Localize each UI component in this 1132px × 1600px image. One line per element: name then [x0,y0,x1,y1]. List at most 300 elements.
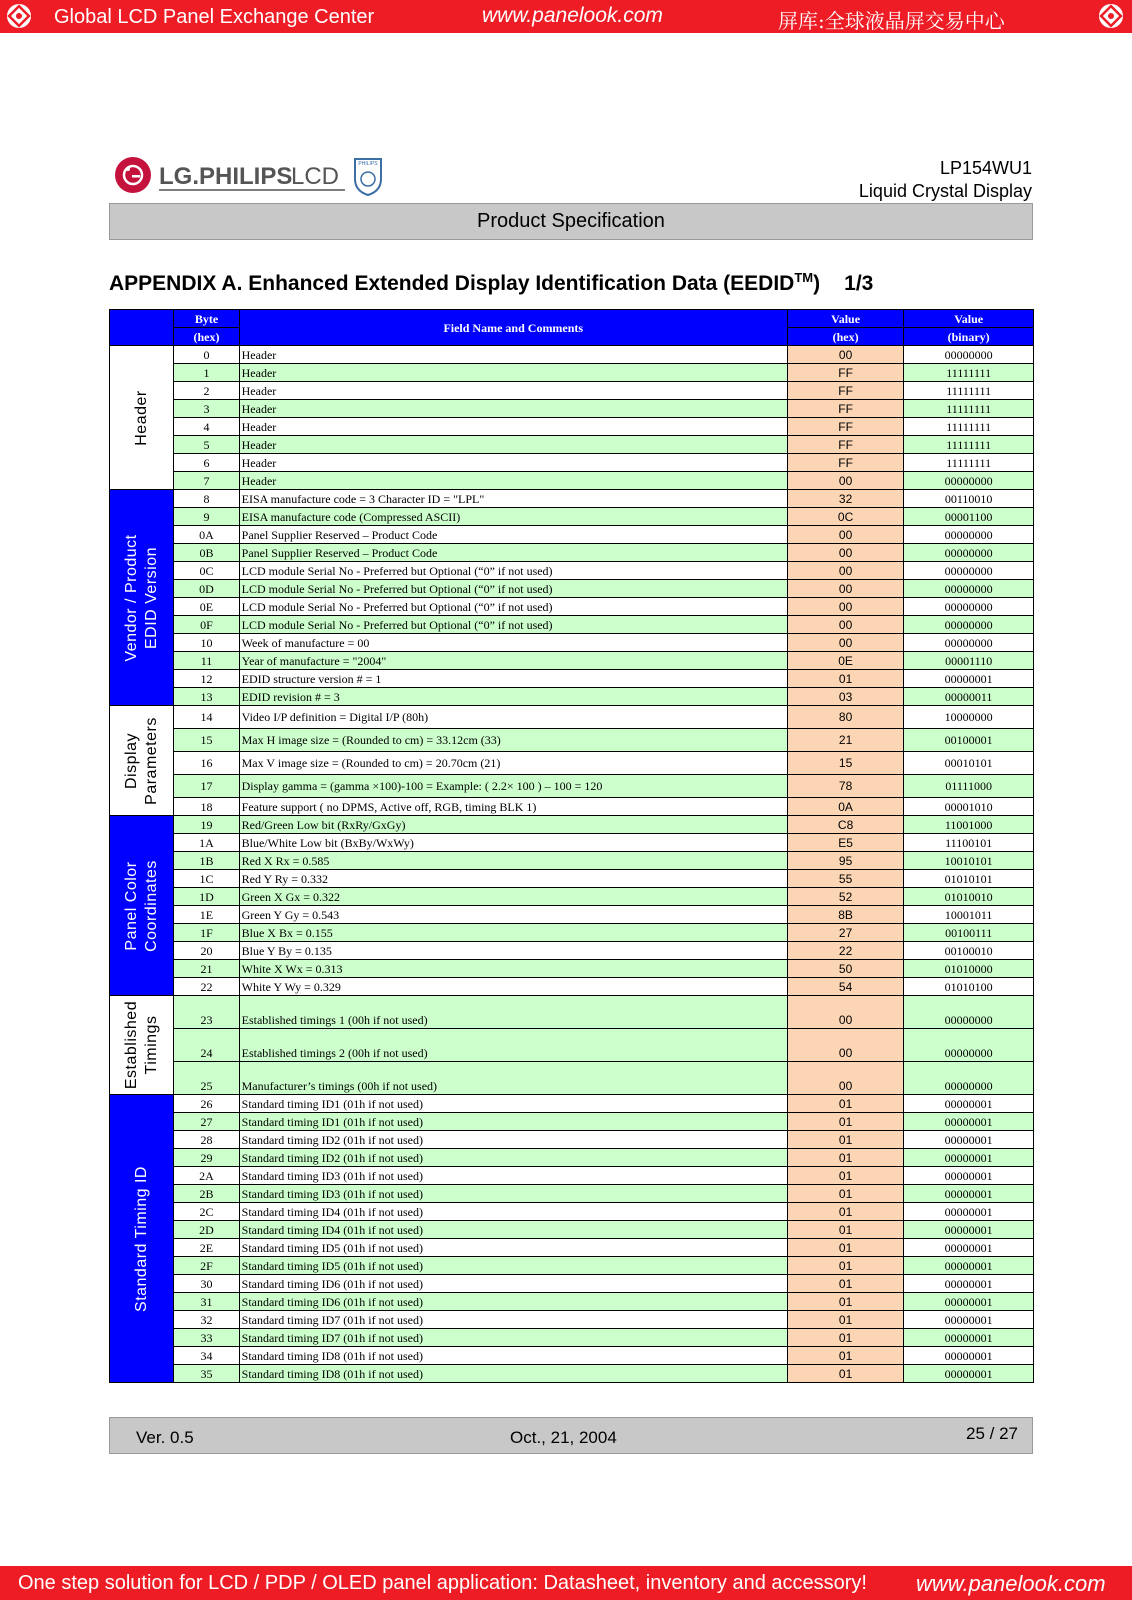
table-row [110,1275,1034,1293]
field-cell: Year of manufacture = "2004" [239,652,787,670]
table-row [110,1095,1034,1113]
group-label: Established Timings [122,1000,160,1090]
value-bin-cell: 00010101 [904,752,1034,775]
byte-cell: 6 [174,454,239,472]
value-bin-cell: 00000001 [904,1131,1034,1149]
table-row [110,706,1034,729]
value-bin-cell: 00000000 [904,526,1034,544]
value-bin-cell: 00000000 [904,544,1034,562]
field-cell: Standard timing ID7 (01h if not used) [239,1329,787,1347]
appendix-heading-close: ) [813,272,821,295]
byte-cell: 2A [174,1167,239,1185]
value-hex-cell: 00 [787,996,903,1029]
value-bin-cell: 00000001 [904,1167,1034,1185]
byte-cell: 26 [174,1095,239,1113]
table-row [110,729,1034,752]
banner-site-link[interactable]: www.panelook.com [482,4,663,27]
value-hex-cell: 01 [787,1257,903,1275]
value-hex-cell: 01 [787,1149,903,1167]
banner-left-text: Global LCD Panel Exchange Center [54,6,375,28]
field-cell: Header [239,346,787,364]
field-cell: White X Wx = 0.313 [239,960,787,978]
value-hex-cell: 01 [787,1185,903,1203]
value-bin-cell: 01111000 [904,775,1034,798]
value-bin-cell: 00000001 [904,1149,1034,1167]
value-hex-cell: FF [787,418,903,436]
value-hex-cell: C8 [787,816,903,834]
value-bin-cell: 00000001 [904,1275,1034,1293]
table-row [110,1131,1034,1149]
banner-right-text: 屏库:全球液晶屏交易中心 [778,9,1005,33]
value-bin-cell: 10000000 [904,706,1034,729]
group-header-blank [110,310,174,346]
field-cell: LCD module Serial No - Preferred but Optional (“0” if not used) [239,562,787,580]
field-cell: Header [239,436,787,454]
byte-header-unit: (hex) [174,328,239,346]
byte-cell: 0B [174,544,239,562]
value-hex-header-unit: (hex) [787,328,903,346]
value-bin-cell: 00001110 [904,652,1034,670]
field-cell: Standard timing ID5 (01h if not used) [239,1257,787,1275]
table-row [110,418,1034,436]
table-row [110,490,1034,508]
value-hex-cell: 00 [787,616,903,634]
value-bin-cell: 01010010 [904,888,1034,906]
field-cell: Standard timing ID8 (01h if not used) [239,1347,787,1365]
group-label-cell [110,996,174,1095]
value-hex-cell: 01 [787,1239,903,1257]
value-bin-cell: 00000000 [904,1029,1034,1062]
value-bin-cell: 11111111 [904,400,1034,418]
table-row [110,580,1034,598]
value-bin-cell: 00000001 [904,670,1034,688]
value-hex-cell: FF [787,436,903,454]
value-hex-cell: 00 [787,1062,903,1095]
footer-version: Ver. 0.5 [136,1428,194,1447]
value-bin-cell: 11111111 [904,454,1034,472]
field-cell: Max H image size = (Rounded to cm) = 33.12cm (33) [239,729,787,752]
appendix-heading [109,270,873,296]
svg-text:PHILIPS: PHILIPS [358,161,378,167]
field-cell: Header [239,400,787,418]
value-bin-cell: 10001011 [904,906,1034,924]
byte-cell: 4 [174,418,239,436]
field-cell: Standard timing ID2 (01h if not used) [239,1131,787,1149]
table-row [110,1185,1034,1203]
byte-cell: 2B [174,1185,239,1203]
table-row [110,652,1034,670]
value-hex-cell: 50 [787,960,903,978]
field-cell: Standard timing ID7 (01h if not used) [239,1311,787,1329]
table-row [110,1257,1034,1275]
table-row [110,1293,1034,1311]
field-cell: LCD module Serial No - Preferred but Optional (“0” if not used) [239,598,787,616]
byte-cell: 30 [174,1275,239,1293]
byte-cell: 1A [174,834,239,852]
table-row [110,1365,1034,1383]
byte-cell: 15 [174,729,239,752]
value-bin-cell: 00100010 [904,942,1034,960]
table-row [110,544,1034,562]
field-cell: Blue X Bx = 0.155 [239,924,787,942]
field-cell: EDID revision # = 3 [239,688,787,706]
group-label: Vendor / Product EDID Version [122,533,160,662]
group-label-cell [110,346,174,490]
table-row [110,978,1034,996]
value-hex-cell: 01 [787,1203,903,1221]
value-bin-cell: 11001000 [904,816,1034,834]
field-cell: Max V image size = (Rounded to cm) = 20.70cm (21) [239,752,787,775]
field-cell: LCD module Serial No - Preferred but Optional (“0” if not used) [239,580,787,598]
bottom-banner-text: One step solution for LCD / PDP / OLED panel application: Datasheet, inventory and accessory! [18,1572,867,1594]
table-row [110,1167,1034,1185]
byte-cell: 2 [174,382,239,400]
value-bin-cell: 10010101 [904,852,1034,870]
value-hex-cell: 00 [787,346,903,364]
group-label-cell [110,490,174,706]
byte-cell: 14 [174,706,239,729]
byte-cell: 7 [174,472,239,490]
value-hex-cell: 01 [787,1275,903,1293]
table-row [110,616,1034,634]
field-cell: Green Y Gy = 0.543 [239,906,787,924]
byte-cell: 8 [174,490,239,508]
product-model: LP154WU1 [939,158,1032,178]
table-row [110,634,1034,652]
table-row [110,670,1034,688]
panelook-logo-icon [1098,3,1124,29]
value-hex-cell: 03 [787,688,903,706]
field-cell: Established timings 1 (00h if not used) [239,996,787,1029]
table-row [110,598,1034,616]
value-hex-cell: E5 [787,834,903,852]
value-hex-cell: 54 [787,978,903,996]
byte-cell: 1C [174,870,239,888]
byte-cell: 13 [174,688,239,706]
footer-page-number: 25 / 27 [966,1424,1018,1443]
byte-cell: 11 [174,652,239,670]
byte-cell: 2D [174,1221,239,1239]
value-hex-cell: 01 [787,1329,903,1347]
value-hex-cell: 00 [787,598,903,616]
value-hex-cell: 0C [787,508,903,526]
value-hex-cell: 01 [787,1365,903,1383]
field-cell: Header [239,382,787,400]
field-cell: EDID structure version # = 1 [239,670,787,688]
value-hex-cell: 27 [787,924,903,942]
byte-cell: 18 [174,798,239,816]
value-bin-cell: 11111111 [904,364,1034,382]
byte-cell: 35 [174,1365,239,1383]
field-cell: Established timings 2 (00h if not used) [239,1029,787,1062]
edid-table [109,309,1034,1383]
byte-cell: 31 [174,1293,239,1311]
table-row [110,870,1034,888]
value-hex-cell: 01 [787,1113,903,1131]
table-row [110,436,1034,454]
svg-text:LG.PHILIPS: LG.PHILIPS [159,163,293,190]
field-cell: Panel Supplier Reserved – Product Code [239,544,787,562]
byte-cell: 0D [174,580,239,598]
value-hex-cell: 00 [787,544,903,562]
table-row [110,346,1034,364]
byte-cell: 0C [174,562,239,580]
trademark-mark: TM [794,270,814,285]
byte-cell: 3 [174,400,239,418]
value-hex-cell: 01 [787,1311,903,1329]
value-bin-cell: 00000000 [904,996,1034,1029]
value-hex-cell: 80 [787,706,903,729]
value-hex-cell: 00 [787,472,903,490]
field-cell: Header [239,472,787,490]
field-cell: White Y Wy = 0.329 [239,978,787,996]
field-header: Field Name and Comments [239,310,787,346]
field-cell: Standard timing ID5 (01h if not used) [239,1239,787,1257]
byte-cell: 33 [174,1329,239,1347]
byte-cell: 12 [174,670,239,688]
value-hex-cell: 01 [787,1221,903,1239]
panelook-logo-icon [6,3,32,29]
value-bin-cell: 01010101 [904,870,1034,888]
field-cell: Standard timing ID2 (01h if not used) [239,1149,787,1167]
table-row [110,562,1034,580]
byte-cell: 21 [174,960,239,978]
field-cell: Standard timing ID8 (01h if not used) [239,1365,787,1383]
field-cell: Standard timing ID3 (01h if not used) [239,1167,787,1185]
table-row [110,996,1034,1029]
value-hex-cell: 0E [787,652,903,670]
byte-cell: 25 [174,1062,239,1095]
appendix-heading-text: APPENDIX A. Enhanced Extended Display Identification Data (EEDID [109,272,795,295]
byte-cell: 0 [174,346,239,364]
table-row [110,1062,1034,1095]
value-bin-header: Value [904,310,1034,328]
byte-cell: 2E [174,1239,239,1257]
product-type: Liquid Crystal Display [858,181,1032,201]
field-cell: Standard timing ID6 (01h if not used) [239,1275,787,1293]
value-hex-cell: FF [787,400,903,418]
table-row [110,1221,1034,1239]
table-row [110,888,1034,906]
value-bin-cell: 00000000 [904,580,1034,598]
value-hex-cell: 0A [787,798,903,816]
lg-philips-logo [113,155,393,197]
table-row [110,924,1034,942]
value-bin-cell: 00000001 [904,1095,1034,1113]
field-cell: Standard timing ID4 (01h if not used) [239,1203,787,1221]
byte-cell: 29 [174,1149,239,1167]
value-bin-cell: 11100101 [904,834,1034,852]
bottom-banner [0,1566,1132,1600]
byte-cell: 5 [174,436,239,454]
table-row [110,798,1034,816]
value-hex-cell: 00 [787,580,903,598]
value-bin-cell: 01010000 [904,960,1034,978]
byte-header: Byte [174,310,239,328]
table-row [110,960,1034,978]
field-cell: Blue/White Low bit (BxBy/WxWy) [239,834,787,852]
byte-cell: 20 [174,942,239,960]
value-hex-cell: 00 [787,562,903,580]
value-bin-cell: 00000000 [904,1062,1034,1095]
byte-cell: 1B [174,852,239,870]
value-bin-cell: 00000001 [904,1185,1034,1203]
value-bin-cell: 01010100 [904,978,1034,996]
table-row [110,1113,1034,1131]
table-row [110,382,1034,400]
field-cell: Header [239,418,787,436]
lg-philips-logo-icon [113,155,393,197]
byte-cell: 1E [174,906,239,924]
byte-cell: 1F [174,924,239,942]
field-cell: Red Y Ry = 0.332 [239,870,787,888]
field-cell: LCD module Serial No - Preferred but Optional (“0” if not used) [239,616,787,634]
value-bin-cell: 00000000 [904,562,1034,580]
table-row [110,752,1034,775]
byte-cell: 24 [174,1029,239,1062]
table-row [110,1149,1034,1167]
byte-cell: 28 [174,1131,239,1149]
value-hex-cell: 01 [787,670,903,688]
value-bin-cell: 00000001 [904,1311,1034,1329]
field-cell: Week of manufacture = 00 [239,634,787,652]
table-row [110,364,1034,382]
field-cell: Blue Y By = 0.135 [239,942,787,960]
value-hex-cell: 52 [787,888,903,906]
byte-cell: 1 [174,364,239,382]
byte-cell: 19 [174,816,239,834]
top-banner [0,0,1132,33]
byte-cell: 32 [174,1311,239,1329]
value-hex-cell: 95 [787,852,903,870]
group-label: Panel Color Coordinates [122,859,160,952]
table-row [110,472,1034,490]
table-row [110,1239,1034,1257]
byte-cell: 10 [174,634,239,652]
table-row [110,906,1034,924]
value-hex-cell: 32 [787,490,903,508]
field-cell: Standard timing ID1 (01h if not used) [239,1113,787,1131]
value-bin-cell: 00000001 [904,1347,1034,1365]
product-identity [859,157,1032,203]
value-hex-cell: 01 [787,1095,903,1113]
field-cell: Red/Green Low bit (RxRy/GxGy) [239,816,787,834]
table-row [110,1311,1034,1329]
field-cell: Feature support ( no DPMS, Active off, RGB, timing BLK 1) [239,798,787,816]
field-cell: Display gamma = (gamma ×100)-100 = Example: ( 2.2× 100 ) – 100 = 120 [239,775,787,798]
value-bin-cell: 00000011 [904,688,1034,706]
byte-cell: 0E [174,598,239,616]
table-row [110,816,1034,834]
field-cell: Video I/P definition = Digital I/P (80h) [239,706,787,729]
byte-cell: 0F [174,616,239,634]
byte-cell: 23 [174,996,239,1029]
bottom-banner-site-link[interactable]: www.panelook.com [916,1571,1106,1596]
group-label: Display Parameters [122,716,160,805]
field-cell: Header [239,364,787,382]
byte-cell: 2C [174,1203,239,1221]
value-hex-cell: 15 [787,752,903,775]
field-cell: Header [239,454,787,472]
value-bin-cell: 00000000 [904,598,1034,616]
svg-text:LCD: LCD [291,163,340,190]
value-bin-cell: 00000001 [904,1329,1034,1347]
byte-cell: 17 [174,775,239,798]
value-bin-cell: 00000001 [904,1113,1034,1131]
table-row [110,834,1034,852]
value-hex-cell: 01 [787,1293,903,1311]
value-bin-cell: 00100111 [904,924,1034,942]
value-bin-cell: 00000000 [904,616,1034,634]
footer-date: Oct., 21, 2004 [510,1428,617,1447]
byte-cell: 2F [174,1257,239,1275]
value-hex-cell: 01 [787,1347,903,1365]
group-label-cell [110,816,174,996]
group-label: Standard Timing ID [132,1165,150,1312]
field-cell: Panel Supplier Reserved – Product Code [239,526,787,544]
byte-cell: 0A [174,526,239,544]
value-bin-cell: 00000001 [904,1257,1034,1275]
value-hex-cell: 00 [787,1029,903,1062]
table-row [110,1029,1034,1062]
field-cell: Standard timing ID4 (01h if not used) [239,1221,787,1239]
value-hex-header: Value [787,310,903,328]
value-bin-cell: 00110010 [904,490,1034,508]
byte-cell: 22 [174,978,239,996]
value-hex-cell: 55 [787,870,903,888]
value-bin-header-unit: (binary) [904,328,1034,346]
value-hex-cell: 21 [787,729,903,752]
table-row [110,942,1034,960]
table-row [110,1203,1034,1221]
value-hex-cell: 78 [787,775,903,798]
appendix-page-indicator: 1/3 [844,272,874,295]
field-cell: Red X Rx = 0.585 [239,852,787,870]
field-cell: Green X Gx = 0.322 [239,888,787,906]
value-hex-cell: 22 [787,942,903,960]
value-bin-cell: 00001010 [904,798,1034,816]
value-bin-cell: 00000001 [904,1221,1034,1239]
field-cell: Standard timing ID6 (01h if not used) [239,1293,787,1311]
value-bin-cell: 00000001 [904,1365,1034,1383]
byte-cell: 34 [174,1347,239,1365]
byte-cell: 9 [174,508,239,526]
value-hex-cell: 01 [787,1131,903,1149]
group-label-cell [110,1095,174,1383]
value-bin-cell: 11111111 [904,382,1034,400]
value-hex-cell: 00 [787,634,903,652]
value-bin-cell: 00000000 [904,634,1034,652]
value-hex-cell: FF [787,382,903,400]
field-cell: Manufacturer’s timings (00h if not used) [239,1062,787,1095]
value-bin-cell: 00000001 [904,1239,1034,1257]
byte-cell: 16 [174,752,239,775]
byte-cell: 1D [174,888,239,906]
value-bin-cell: 00000000 [904,472,1034,490]
page-footer [109,1417,1033,1454]
table-row [110,1329,1034,1347]
table-row [110,1347,1034,1365]
value-hex-cell: 00 [787,526,903,544]
group-label-cell [110,706,174,816]
value-bin-cell: 00100001 [904,729,1034,752]
table-row [110,400,1034,418]
table-row [110,688,1034,706]
value-hex-cell: 8B [787,906,903,924]
byte-cell: 27 [174,1113,239,1131]
table-row [110,852,1034,870]
table-row [110,508,1034,526]
